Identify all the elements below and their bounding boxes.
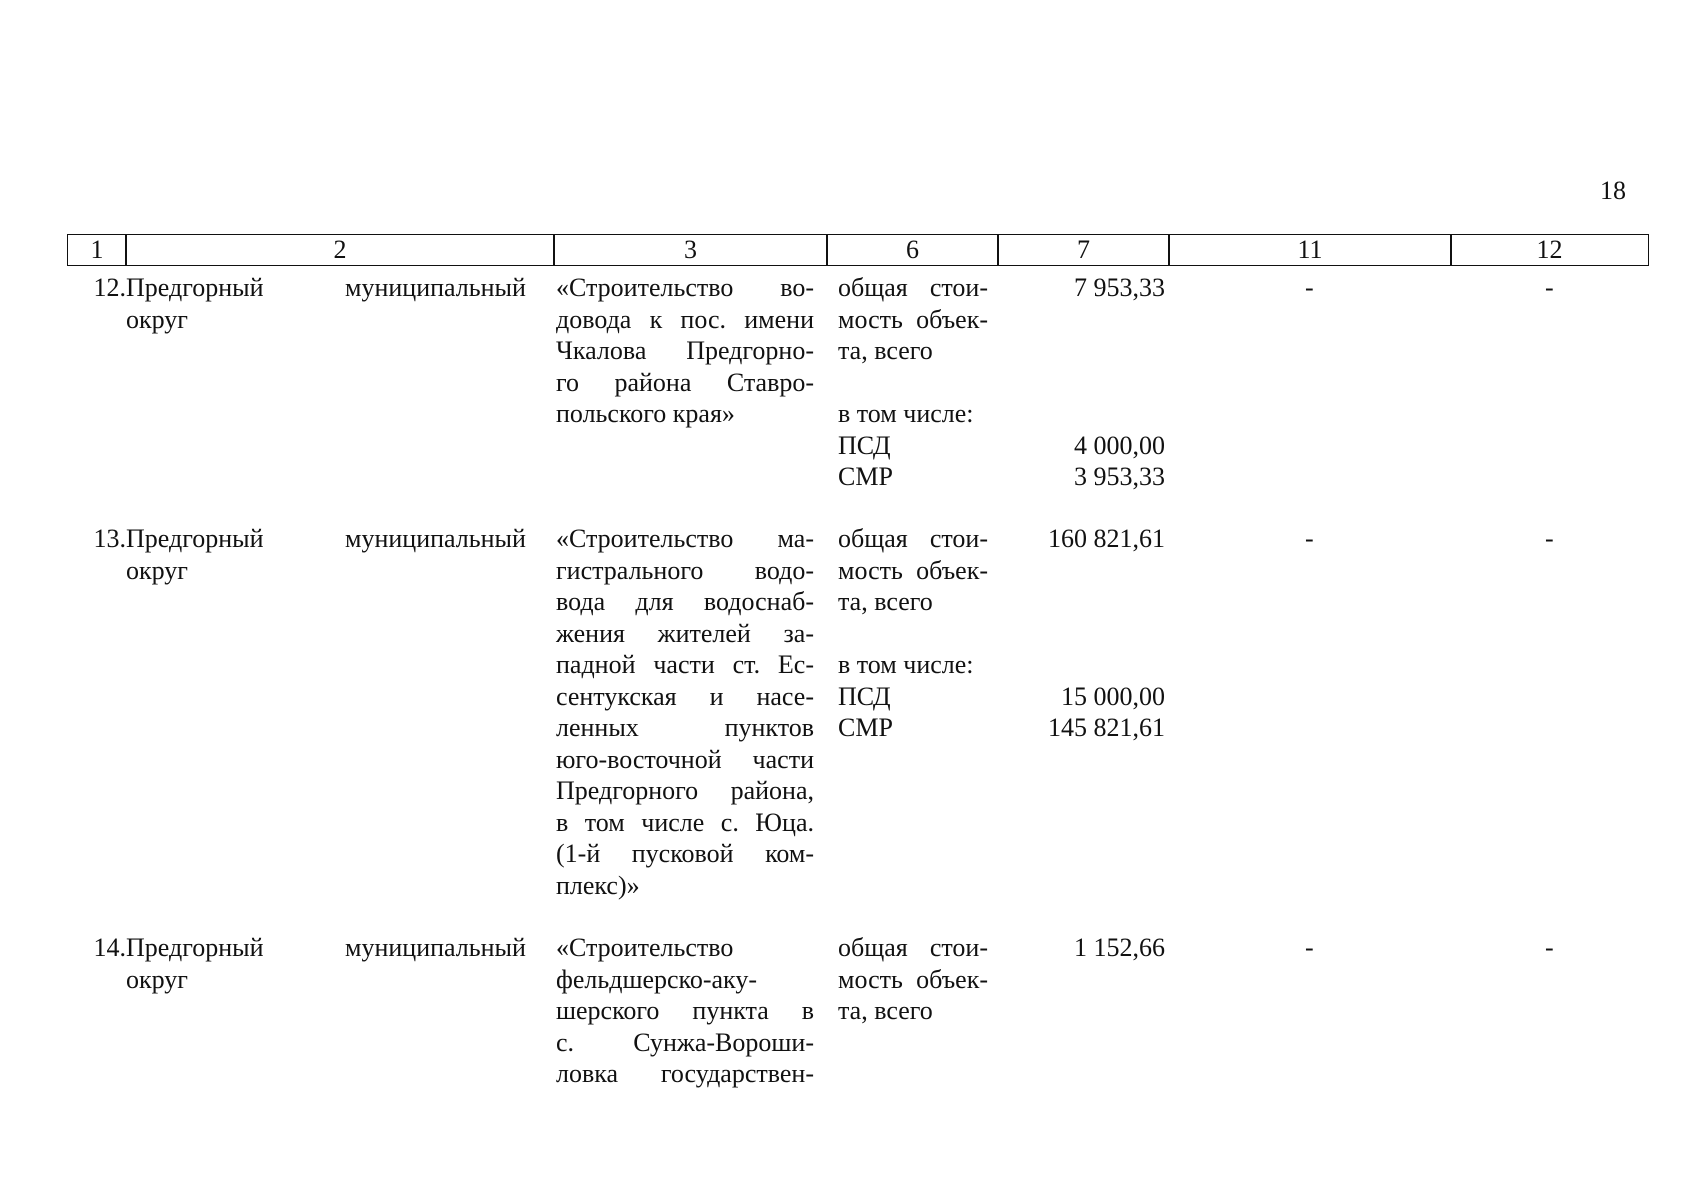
smr-label: СМР xyxy=(838,462,893,491)
header-col-1: 1 xyxy=(67,234,127,266)
location-line: округ xyxy=(126,555,188,585)
cost-line: общая стои- xyxy=(838,933,988,962)
row-number: 12. xyxy=(93,273,126,302)
location-line: округ xyxy=(126,304,188,334)
cost-line: мость объек- xyxy=(838,555,988,585)
name-line: гистрального водо- xyxy=(556,555,814,585)
psd-label: ПСД xyxy=(838,681,891,711)
cost-line: общая стои- xyxy=(838,524,988,553)
row-type: муниципальный xyxy=(345,933,526,962)
total-value: 160 821,61 xyxy=(1048,524,1165,553)
location-line: Предгорный xyxy=(126,933,264,962)
cost-line: та, всего xyxy=(838,336,933,365)
cost-line: та, всего xyxy=(838,587,933,616)
name-line: довода к пос. имени xyxy=(556,304,814,334)
header-col-11: 11 xyxy=(1168,234,1452,266)
row-values xyxy=(1000,523,1165,744)
location-line: округ xyxy=(126,964,188,994)
row-object-name xyxy=(556,272,814,430)
total-value: 7 953,33 xyxy=(1074,273,1165,302)
col11-value: - xyxy=(1305,933,1314,962)
name-line: плекс)» xyxy=(556,870,640,900)
name-line: ловка государствен- xyxy=(556,1059,814,1088)
col11-value: - xyxy=(1305,273,1314,302)
row-location xyxy=(126,932,326,995)
name-line: вода для водоснаб- xyxy=(556,587,814,616)
name-line: Чкалова Предгорно- xyxy=(556,336,814,365)
header-col-2: 2 xyxy=(125,234,555,266)
name-line: Предгорного района, xyxy=(556,776,814,805)
name-line: «Строительство во- xyxy=(556,273,814,302)
name-line: юго-восточной части xyxy=(556,744,814,774)
row-values xyxy=(1000,272,1165,493)
header-col-6: 6 xyxy=(826,234,999,266)
location-line: Предгорный xyxy=(126,273,264,302)
name-line: го района Ставро- xyxy=(556,367,814,397)
location-line: Предгорный xyxy=(126,524,264,553)
row-cost-labels xyxy=(838,932,988,1027)
smr-label: СМР xyxy=(838,713,893,742)
row-location xyxy=(126,523,326,586)
row-cost-labels xyxy=(838,523,988,744)
name-line: жения жителей за- xyxy=(556,618,814,648)
smr-value: 3 953,33 xyxy=(1074,462,1165,491)
page-number: 18 xyxy=(1600,176,1626,205)
row-type: муниципальный xyxy=(345,273,526,302)
row-number: 13. xyxy=(93,524,126,553)
name-line: ленных пунктов xyxy=(556,713,814,742)
name-line: «Строительство xyxy=(556,933,734,962)
name-line: польского края» xyxy=(556,399,735,428)
name-line: шерского пункта в xyxy=(556,996,814,1025)
row-location xyxy=(126,272,326,335)
name-line: сентукская и насе- xyxy=(556,681,814,711)
col12-value: - xyxy=(1545,273,1554,302)
cost-line: мость объек- xyxy=(838,964,988,994)
including-label: в том числе: xyxy=(838,650,974,679)
header-col-12: 12 xyxy=(1450,234,1649,266)
cost-line: мость объек- xyxy=(838,304,988,334)
row-object-name xyxy=(556,523,814,901)
col12-value: - xyxy=(1545,524,1554,553)
including-label: в том числе: xyxy=(838,399,974,428)
header-col-3: 3 xyxy=(553,234,828,266)
name-line: «Строительство ма- xyxy=(556,524,814,553)
row-values xyxy=(1000,932,1165,964)
row-object-name xyxy=(556,932,814,1090)
name-line: (1-й пусковой ком- xyxy=(556,839,814,868)
cost-line: общая стои- xyxy=(838,273,988,302)
row-type: муниципальный xyxy=(345,524,526,553)
psd-value: 15 000,00 xyxy=(1061,681,1165,711)
name-line: в том числе с. Юца. xyxy=(556,807,814,837)
header-col-7: 7 xyxy=(997,234,1170,266)
row-number: 14. xyxy=(93,933,126,962)
name-line: фельдшерско-аку- xyxy=(556,964,757,994)
col12-value: - xyxy=(1545,933,1554,962)
psd-value: 4 000,00 xyxy=(1074,430,1165,460)
name-line: падной части ст. Ес- xyxy=(556,650,814,679)
row-cost-labels xyxy=(838,272,988,493)
smr-value: 145 821,61 xyxy=(1048,713,1165,742)
col11-value: - xyxy=(1305,524,1314,553)
total-value: 1 152,66 xyxy=(1074,933,1165,962)
name-line: с. Сунжа-Вороши- xyxy=(556,1027,814,1057)
psd-label: ПСД xyxy=(838,430,891,460)
cost-line: та, всего xyxy=(838,996,933,1025)
